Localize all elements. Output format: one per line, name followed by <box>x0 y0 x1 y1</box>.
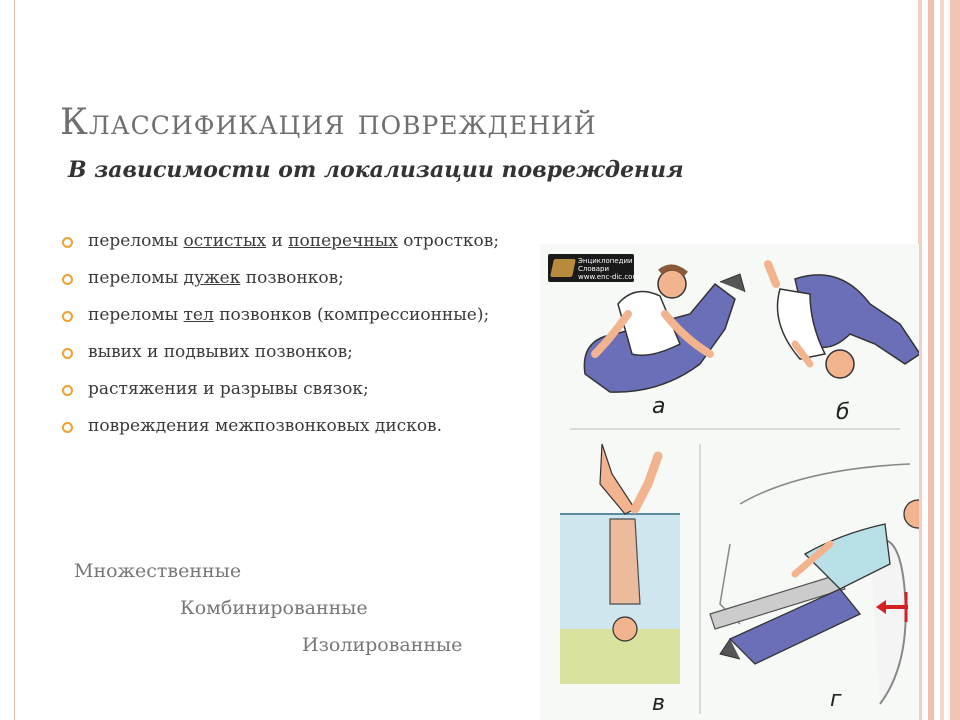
type-combined: Комбинированные <box>180 597 368 619</box>
injury-bullet-item <box>62 304 499 341</box>
underlined-term: остистых <box>183 231 267 251</box>
panel-label-b: б <box>836 400 850 425</box>
bullet-circle-icon <box>62 237 73 248</box>
panel-g-figure <box>710 464 919 704</box>
bullet-text: переломы <box>88 231 184 251</box>
bullet-circle-icon <box>62 385 73 396</box>
bullet-text: отростков; <box>397 231 500 251</box>
panel-b-figure <box>768 264 919 378</box>
bullet-text: позвонков; <box>240 268 344 288</box>
type-isolated: Изолированные <box>302 634 463 656</box>
type-multiple: Множественные <box>74 560 242 582</box>
bullet-text: переломы <box>88 268 184 288</box>
injury-bullet-item <box>62 341 499 378</box>
bullet-text: повреждения межпозвонковых дисков. <box>88 416 443 436</box>
underlined-term: дужек <box>183 268 241 288</box>
injury-bullet-item <box>62 230 499 267</box>
injury-bullet-list <box>62 230 499 452</box>
underlined-term: тел <box>183 305 214 325</box>
bullet-text: переломы <box>88 305 184 325</box>
panel-label-g: г <box>830 687 842 712</box>
panel-v-figure <box>560 444 680 684</box>
bullet-circle-icon <box>62 274 73 285</box>
panel-a-figure <box>584 267 745 392</box>
slide-title: Классификация повреждений <box>60 102 597 143</box>
logo-text: Энциклопедии Словари www.enc-dic.com <box>578 257 640 281</box>
bullet-circle-icon <box>62 311 73 322</box>
encyclopedia-logo <box>548 254 640 282</box>
panel-label-v: в <box>652 691 665 716</box>
injury-bullet-item <box>62 267 499 304</box>
bullet-text: растяжения и разрывы связок; <box>88 379 369 399</box>
book-icon <box>550 259 576 277</box>
frame-left-line <box>14 0 15 720</box>
injury-bullet-item <box>62 415 499 452</box>
bullet-circle-icon <box>62 422 73 433</box>
slide-subtitle: В зависимости от локализации повреждения <box>68 157 684 183</box>
bullet-text: и <box>266 231 289 251</box>
bullet-circle-icon <box>62 348 73 359</box>
panel-label-a: а <box>652 394 666 419</box>
underlined-term: поперечных <box>288 231 398 251</box>
spine-injury-illustration <box>540 244 919 720</box>
injury-mechanisms-drawing <box>540 244 919 720</box>
bullet-text: вывих и подвывих позвонков; <box>88 342 353 362</box>
bullet-text: позвонков (компрессионные); <box>213 305 490 325</box>
frame-right-stripes <box>918 0 960 720</box>
injury-bullet-item <box>62 378 499 415</box>
